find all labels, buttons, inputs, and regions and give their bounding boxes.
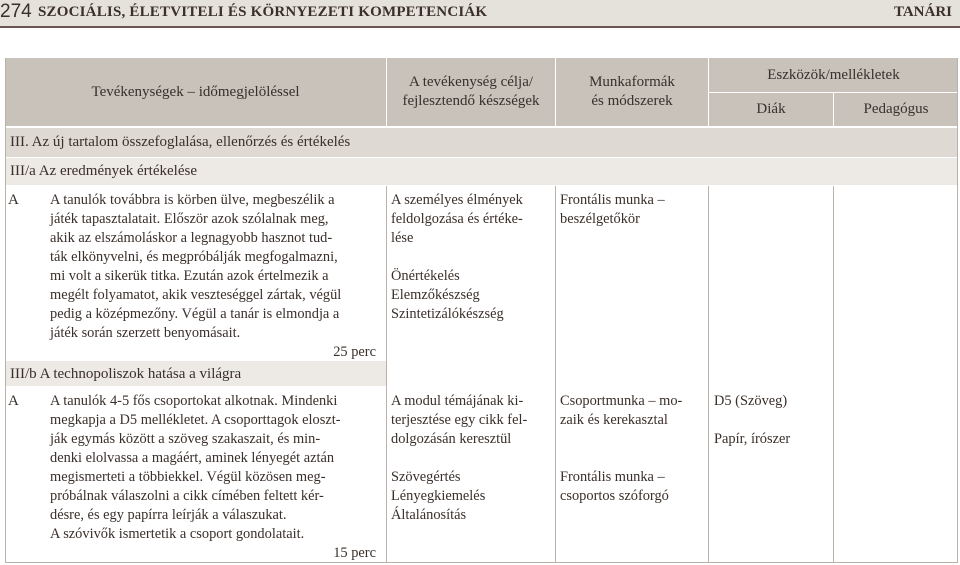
forms-line: Frontális munka –: [560, 469, 665, 485]
subsection-a-title-text: III/a Az eredmények értékelése: [10, 163, 197, 179]
forms-line: csoportos szóforgó: [560, 488, 669, 504]
grid-line: [957, 58, 958, 563]
activity-line: játék tapasztalatait. Először azok szólalnak meg,: [50, 211, 329, 227]
column-header-goal-line2: fejlesztendő készségek: [402, 93, 540, 109]
subsection-b-letter: A: [8, 393, 19, 409]
subsection-a-activity: [50, 191, 376, 362]
activity-time: 25 perc: [333, 344, 376, 360]
column-header-goal: [387, 58, 555, 126]
activity-time: 15 perc: [333, 545, 376, 561]
lesson-plan-table: [5, 58, 958, 563]
column-header-activities: [5, 58, 386, 126]
subsection-b-title: [5, 361, 386, 386]
activity-line: ták elkönyvelni, és megpróbálják megfogalmazni,: [50, 249, 338, 265]
activity-line: játék során szerzett benyomásait.: [50, 325, 241, 341]
column-header-tools: [709, 58, 958, 92]
goal-line: dolgozásán keresztül: [391, 431, 512, 447]
activity-line: A tanulók továbbra is körben ülve, megbeszélik a: [50, 192, 335, 208]
goal-line: A modul témájának ki-: [391, 393, 524, 409]
column-header-forms: [556, 58, 708, 126]
goal-line: A személyes élmények: [391, 192, 523, 208]
subsection-b-title-text: III/b A technopoliszok hatása a világra: [10, 366, 242, 382]
activity-line: A tanulók 4-5 fős csoportokat alkotnak. Mindenki: [50, 393, 338, 409]
skill-item: Szövegértés: [391, 469, 461, 485]
grid-line: [708, 186, 709, 563]
page-header: [0, 0, 960, 28]
section-title: [5, 128, 958, 157]
student-tool-item: D5 (Szöveg): [714, 393, 788, 409]
forms-line: Csoportmunka – mo-: [560, 393, 683, 409]
activity-line: megkapja a D5 mellékletet. A csoporttagok eloszt-: [50, 412, 341, 428]
subsection-a-goal: [391, 191, 551, 324]
column-header-activities-label: Tevékenységek – időmegjelöléssel: [91, 83, 300, 100]
skill-item: Elemzőkészség: [391, 287, 480, 303]
subsection-b-forms: [560, 392, 705, 506]
grid-line: [555, 186, 556, 563]
subsection-a-title: [5, 158, 958, 185]
goal-line: terjesztése egy cikk fel-: [391, 412, 528, 428]
activity-line: ják egymás között a szöveg szakaszait, és min-: [50, 431, 321, 447]
column-header-teacher-label: Pedagógus: [863, 101, 929, 117]
column-header-student: [709, 93, 833, 126]
subsection-b-student-tools: [714, 392, 832, 449]
activity-line: akik az elszámoláskor a legnagyobb hasznot tud-: [50, 230, 333, 246]
activity-line: pedig a középmezőny. Végül a tanár is elmondja a: [50, 306, 340, 322]
header-title: SZOCIÁLIS, ÉLETVITELI ÉS KÖRNYEZETI KOMPETENCIÁK: [38, 4, 488, 20]
skill-item: Lényegkiemelés: [391, 488, 486, 504]
subsection-a-letter: A: [8, 192, 19, 208]
skill-item: Szintetizálókészség: [391, 306, 504, 322]
subsection-b-activity: [50, 392, 376, 563]
student-tool-item: Papír, írószer: [714, 431, 791, 447]
header-right-label: TANÁRI: [893, 4, 952, 20]
grid-line: [833, 186, 834, 563]
forms-line: beszélgetőkör: [560, 211, 640, 227]
skill-item: Önértékelés: [391, 268, 460, 284]
activity-line: A szóvivők ismertetik a csoport gondolatait.: [50, 526, 305, 542]
grid-line: [5, 58, 6, 563]
page-number: 274: [0, 1, 32, 22]
section-title-text: III. Az új tartalom összefoglalása, ellenőrzés és értékelés: [10, 134, 351, 150]
forms-line: Frontális munka –: [560, 192, 665, 208]
activity-line: megismerteti a többiekkel. Végül közösen meg-: [50, 469, 326, 485]
goal-line: lése: [391, 230, 414, 246]
column-header-forms-line2: és módszerek: [591, 93, 673, 109]
goal-line: feldolgozása és értéke-: [391, 211, 523, 227]
column-header-student-label: Diák: [756, 101, 786, 117]
column-header-forms-line1: Munkaformák: [589, 74, 675, 90]
activity-line: megélt folyamatot, akik veszteséggel zártak, végül: [50, 287, 342, 303]
activity-line: denki elolvassa a magáért, aminek lényegét aztán: [50, 450, 335, 466]
activity-line: próbálnak válaszolni a cikk címében feltett kér-: [50, 488, 324, 504]
grid-line: [5, 562, 958, 563]
subsection-a-forms: [560, 191, 705, 229]
grid-line: [386, 186, 387, 563]
activity-line: mi volt a sikerük titka. Ezután azok értelmezik a: [50, 268, 329, 284]
column-header-teacher: [834, 93, 958, 126]
subsection-b-goal: [391, 392, 551, 525]
column-header-tools-label: Eszközök/mellékletek: [767, 66, 900, 83]
forms-line: zaik és kerekasztal: [560, 412, 668, 428]
activity-line: désre, és egy papírra leírják a válaszukat.: [50, 507, 287, 523]
skill-item: Általánosítás: [391, 507, 467, 523]
column-header-goal-line1: A tevékenység célja/: [408, 74, 534, 90]
